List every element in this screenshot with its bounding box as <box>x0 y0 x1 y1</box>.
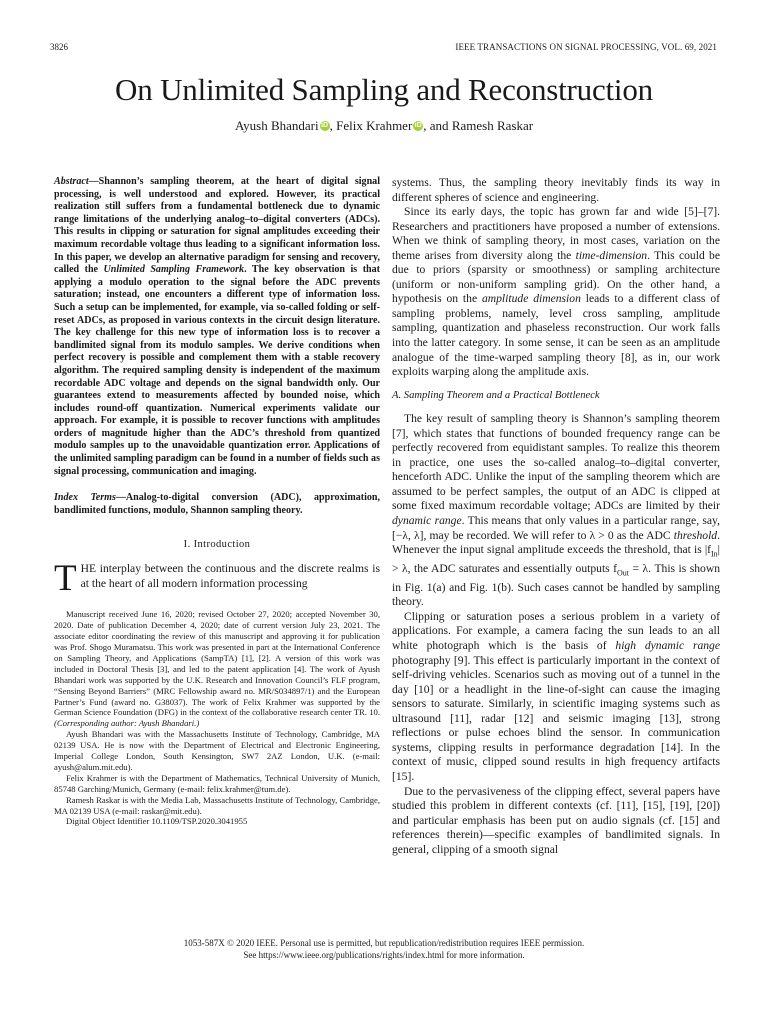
section-heading: I. Introduction <box>183 539 251 551</box>
abstract <box>54 176 380 478</box>
author-separator: , and <box>423 118 452 133</box>
body-paragraph: The key result of sampling theory is Shannon’s sampling theorem [7], which states that functions of bounded frequency range can be perfectly recovered from equidistant samples. To realize this theorem in practice, one uses the so-called analog–to–digital converter, henceforth ADC. Unlike the input of the sampling theorem which are assumed to be perfect samples, the output of an ADC is clipped at some fixed maximum recordable voltage; ADCs are limited by their dynamic range. This means that only values in a particular range, say, [−λ, λ], may be recorded. We will refer to λ > 0 as the ADC threshold. Whenever the input signal amplitude exceeds the threshold, that is $|f_{In}| > \lambda$, the ADC saturates and essentially outputs $f_{Out} = \lambda$. This is shown in Fig. 1(a) and Fig. 1(b). Such cases cannot be handled by sampling theory. <box>392 412 720 609</box>
copyright-footer <box>0 938 768 961</box>
orcid-icon[interactable]: iD <box>414 122 422 129</box>
author-list <box>0 118 768 134</box>
footnotes <box>54 609 380 827</box>
body-paragraph: Due to the pervasiveness of the clipping effect, several papers have studied this problem in different contexts (cf. [11], [15], [19], [20]) and particular emphasis has been put on audio signals (cf. [15] and references therein)—specific examples of bandlimited signals. In general, clipping of a smooth signal <box>392 784 720 856</box>
journal-header: IEEE TRANSACTIONS ON SIGNAL PROCESSING, VOL. 69, 2021 <box>455 42 717 52</box>
corresponding-author: (Corresponding author: Ayush Bhandari.) <box>54 718 200 729</box>
body-paragraph: systems. Thus, the sampling theory inevitably finds its way in different spheres of science and engineering. <box>392 176 720 204</box>
drop-cap: T <box>54 558 77 600</box>
index-terms-text: —Analog-to-digital conversion (ADC), approximation, bandlimited functions, modulo, Shannon sampling theory. <box>54 492 380 516</box>
abstract-emphasis: Unlimited Sampling Framework <box>103 264 245 276</box>
abstract-text: —Shannon’s sampling theorem, at the heart of digital signal processing, is well understood and explored. However, its practical realization still suffers from a fundamental bottleneck due to dynamic range limitations of the underlying analog–to–digital converters (ADCs). This results in clipping or saturation for signal amplitudes exceeding their maximum recordable voltage thus leading to a significant information loss. In this paper, we develop an alternative paradigm for sensing and recovery, called the <box>54 176 380 276</box>
footnote-affiliation: Felix Krahmer is with the Department of Mathematics, Technical University of Munich, 85748 Garching/Munich, Germany (e-mail: felix.krahmer@tum.de). <box>54 772 380 794</box>
footnote-doi[interactable]: Digital Object Identifier 10.1109/TSP.2020.3041955 <box>66 816 248 827</box>
page-number: 3826 <box>50 42 68 52</box>
copyright-line: 1053-587X © 2020 IEEE. Personal use is permitted, but republication/redistribution requires IEEE permission. <box>183 938 585 948</box>
intro-paragraph <box>54 558 380 600</box>
subsection-heading: A. Sampling Theorem and a Practical Bottleneck <box>392 389 600 401</box>
index-terms-lead: Index Terms <box>54 492 116 504</box>
abstract-lead: Abstract <box>54 176 89 187</box>
body-paragraph: Clipping or saturation poses a serious problem in a variety of applications. For example, a camera facing the sun leads to an all white photograph which is the basis of high dynamic range photography [9]. This effect is particularly important in the context of self-driving vehicles. Scenarios such as moving out of a tunnel in the day [10] or a headlight in the line-of-sight can cause the imaging sensors to saturate. Similarly, in scientific imaging systems such as ultrasound [11], radar [12] and seismic imaging [13], strong reflections or pulse echoes blind the sensor. In communication systems, clipping results in performance degradation [14]. In the context of music, clipped sound results in high frequency artifacts [15]. <box>392 609 720 783</box>
footnote-manuscript: Manuscript received June 16, 2020; revised October 27, 2020; accepted November 30, 2020. Date of publication December 4, 2020; date of current version July 23, 2021. The associate editor coordinating the review of this manuscript and approving it for publication was Prof. Shogo Muramatsu. This work was presented in part at the International Conference on Sampling Theory, and Applications (SampTA) [1], [2]. A version of this work was included in Doctoral Thesis [3], and led to the patent application [4]. The work of Ayush Bhandari work was supported by the U.K. Research and Innovation Council’s FLF program, “Sensing Beyond Barriers” (MRC Fellowship award no. MR/S034897/1) and the European Partner’s Fund (award no. G38037). The work of Felix Krahmer was supported by the German Science Foundation (DFG) in the context of the collaborative research center TR. 10. (Corresponding author: Ayush Bhandari.) <box>54 609 380 729</box>
author-separator: , <box>329 118 337 133</box>
index-terms <box>54 492 380 517</box>
author-name[interactable]: Ayush Bhandari <box>234 118 319 133</box>
left-column <box>54 176 380 827</box>
rights-link[interactable]: See https://www.ieee.org/publications/rights/index.html for more information. <box>243 949 525 960</box>
orcid-icon[interactable]: iD <box>321 122 329 129</box>
footnote-affiliation: Ramesh Raskar is with the Media Lab, Massachusetts Institute of Technology, Cambridge, MA 02139 USA (e-mail: raskar@mit.edu). <box>54 794 380 816</box>
body-paragraph: Since its early days, the topic has grown far and wide [5]–[7]. Researchers and practitioners have proposed a number of extensions. When we think of sampling theory, in most cases, variation on the theme arises from diversity along the time-dimension. This could be due to priors (sparsity or smoothness) or sampling architecture (uniform or non-uniform sampling grid). On the other hand, a hypothesis on the amplitude dimension leads to a different class of sampling problems, namely, level cross sampling, amplitude sampling, quantization and phaseless reconstruction. Our work falls into the latter category. In some sense, it can be seen as an amplitude analogue of the time-warped sampling theory [8], as in, our work exploits warping along the amplitude axis. <box>392 205 720 379</box>
intro-text: HE interplay between the continuous and the discrete realms is at the heart of all modern information processing <box>80 562 380 590</box>
right-column <box>392 176 720 857</box>
abstract-text: . The key observation is that applying a modulo operation to the signal before the ADC prevents saturation; instead, one encounters a different type of information loss. Such a setup can be implemented, for example, via so-called folding or self-reset ADCs, as proposed in various contexts in the circuit design literature. The key challenge for this new type of information loss is to recover a bandlimited signal from its modulo samples. We derive conditions when perfect recovery is possible and complement them with a stable recovery algorithm. The required sampling density is independent of the maximum recordable ADC voltage and depends on the signal bandwidth only. Our guarantees extend to measurements affected by bounded noise, which includes round-off quantization. Numerical experiments validate our approach. For example, it is possible to recover functions with amplitudes orders of magnitude higher than the ADC’s threshold from quantized modulo samples up to the unavoidable quantization error. Applications of the unlimited sampling paradigm can be found in a number of fields such as signal processing, communication and imaging. <box>54 264 381 477</box>
paper-title: On Unlimited Sampling and Reconstruction <box>115 72 653 107</box>
author-name[interactable]: Felix Krahmer <box>336 118 413 133</box>
author-name[interactable]: Ramesh Raskar <box>451 118 534 133</box>
footnote-affiliation: Ayush Bhandari was with the Massachusetts Institute of Technology, Cambridge, MA 02139 USA. He is now with the Department of Electrical and Electronic Engineering, Imperial College London, South Kensington, SW7 2AZ London, U.K. (e-mail: ayush@alum.mit.edu). <box>54 729 380 772</box>
